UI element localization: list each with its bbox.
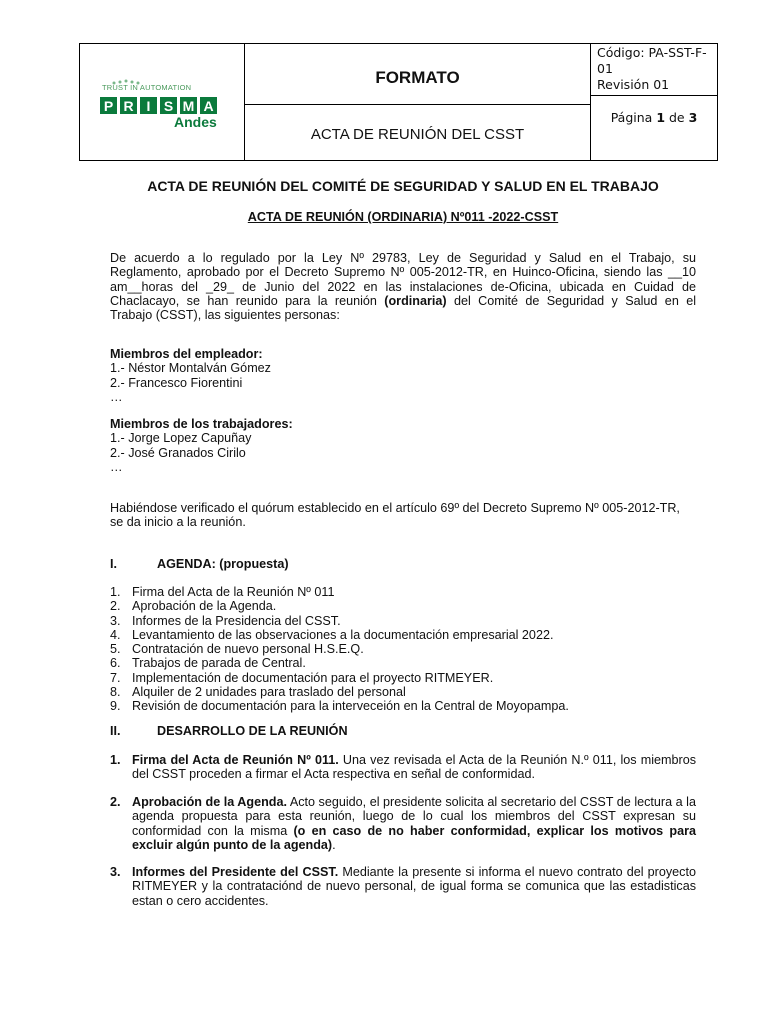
logo-letter: A bbox=[200, 97, 217, 114]
main-title: ACTA DE REUNIÓN DEL COMITÉ DE SEGURIDAD Y SALUD EN EL TRABAJO bbox=[147, 178, 659, 194]
development-item bbox=[110, 865, 696, 908]
agenda-item-number: 1. bbox=[110, 585, 121, 599]
logo-cell bbox=[80, 44, 245, 160]
intro-paragraph bbox=[110, 251, 696, 322]
document-code: Código: PA-SST-F-01 bbox=[597, 45, 707, 76]
agenda-heading bbox=[110, 557, 696, 571]
agenda-item bbox=[110, 628, 696, 642]
document-code-block bbox=[591, 44, 717, 96]
logo-wordmark bbox=[100, 97, 217, 114]
development-item-text bbox=[132, 753, 696, 782]
development-item-body: Mediante la presente si informa el nuevo contrato del proyecto RITMEYER y la contrataciónd de nuevo personal, de igual forma se comunica que las estadisticas estan o cero accidentes. bbox=[132, 865, 696, 908]
logo-letter: S bbox=[160, 97, 177, 114]
page-word: Página bbox=[610, 110, 653, 125]
development-item-note: (o en caso de no haber conformidad, explicar los motivos para excluir algún punto de la agenda) bbox=[132, 823, 696, 852]
agenda-item-number: 8. bbox=[110, 685, 121, 700]
development-item-number: 1. bbox=[110, 753, 121, 767]
workers-ellipsis: … bbox=[110, 459, 123, 474]
agenda-item bbox=[110, 599, 696, 613]
agenda-item-text: Levantamiento de las observaciones a la documentación empresarial 2022. bbox=[132, 627, 554, 642]
employer-member: 1.- Néstor Montalván Gómez bbox=[110, 361, 271, 376]
agenda-item bbox=[110, 685, 696, 699]
worker-members bbox=[110, 417, 696, 474]
logo-letter: I bbox=[140, 97, 157, 114]
agenda-item-number: 6. bbox=[110, 656, 121, 671]
page-total: 3 bbox=[688, 110, 698, 125]
document-type-title: ACTA DE REUNIÓN DEL CSST bbox=[310, 125, 525, 143]
agenda-item-number: 2. bbox=[110, 599, 121, 614]
development-item-body: Una vez revisada el Acta de la Reunión N.º 011, los miembros del CSST proceden a firmar el Acta respectiva en señal de conformidad. bbox=[132, 753, 696, 782]
agenda-item-text: Revisión de documentación para la interveceión en la Central de Moyopampa. bbox=[132, 699, 569, 714]
page-of: de bbox=[669, 110, 685, 125]
development-item-number: 2. bbox=[110, 795, 121, 809]
section-title: DESARROLLO DE LA REUNIÓN bbox=[157, 724, 348, 738]
intro-line: Reglamento, aprobado por el Decreto Supremo Nº 005-2012-TR, en Huinco-Oficina, siendo las __10 bbox=[110, 265, 696, 280]
agenda-item bbox=[110, 656, 696, 670]
section-number: II. bbox=[110, 724, 121, 738]
page-indicator bbox=[591, 96, 717, 160]
agenda-item-text: Contratación de nuevo personal H.S.E.Q. bbox=[132, 642, 364, 657]
section-title: AGENDA: (propuesta) bbox=[157, 557, 289, 571]
agenda-item-number: 9. bbox=[110, 699, 121, 714]
agenda-item-number: 5. bbox=[110, 642, 121, 657]
document-header bbox=[79, 43, 718, 161]
worker-member: 2.- José Granados Cirilo bbox=[110, 445, 246, 460]
section-number: I. bbox=[110, 557, 117, 571]
agenda-item-text: Alquiler de 2 unidades para traslado del personal bbox=[132, 685, 406, 700]
agenda-item-text: Implementación de documentación para el proyecto RITMEYER. bbox=[132, 670, 494, 685]
agenda-item-number: 3. bbox=[110, 613, 121, 628]
intro-line bbox=[110, 294, 696, 308]
development-item-text bbox=[132, 865, 696, 908]
logo-letter: P bbox=[100, 97, 117, 114]
employer-heading: Miembros del empleador: bbox=[110, 347, 263, 361]
agenda-item bbox=[110, 642, 696, 656]
agenda-item-number: 7. bbox=[110, 670, 121, 685]
development-item-title: Firma del Acta de Reunión Nº 011. bbox=[132, 753, 339, 767]
document-revision: Revisión 01 bbox=[597, 77, 670, 92]
quorum-line: se da inicio a la reunión. bbox=[110, 515, 246, 530]
agenda-item-text: Trabajos de parada de Central. bbox=[132, 656, 306, 671]
workers-heading: Miembros de los trabajadores: bbox=[110, 417, 293, 431]
development-heading bbox=[110, 724, 696, 738]
logo-tagline: TRUST IN AUTOMATION bbox=[102, 83, 192, 92]
agenda-item bbox=[110, 671, 696, 685]
meeting-type: (ordinaria) bbox=[384, 293, 447, 308]
header-meta-cell bbox=[591, 44, 717, 160]
development-item bbox=[110, 753, 696, 782]
intro-line: am__horas del _29_ de Junio del 2022 en las instalaciones de-Oficina, ubicada en Cuidad de bbox=[110, 279, 696, 294]
employer-member: 2.- Francesco Fiorentini bbox=[110, 375, 243, 390]
quorum-line: Habiéndose verificado el quórum establecido en el artículo 69º del Decreto Supremo Nº 005-2012-TR, bbox=[110, 501, 680, 515]
logo-letter: M bbox=[180, 97, 197, 114]
intro-text: Chaclacayo, se han reunido para la reunión bbox=[110, 293, 377, 308]
employer-members bbox=[110, 347, 696, 404]
logo-subtitle: Andes bbox=[174, 114, 217, 130]
logo-letter: R bbox=[120, 97, 137, 114]
development-item-text bbox=[132, 795, 696, 852]
intro-line: De acuerdo a lo regulado por la Ley Nº 29783, Ley de Seguridad y Salud en el Trabajo, su bbox=[110, 251, 696, 265]
meeting-subtitle: ACTA DE REUNIÓN (ORDINARIA) Nº011 -2022-CSST bbox=[247, 210, 559, 224]
intro-text: del Comité de Seguridad y Salud en el bbox=[453, 293, 696, 308]
employer-ellipsis: … bbox=[110, 389, 123, 404]
agenda-item bbox=[110, 614, 696, 628]
header-title-cell bbox=[245, 44, 591, 160]
development-item-title: Aprobación de la Agenda. bbox=[132, 795, 287, 809]
development-item-tail: . bbox=[332, 837, 336, 852]
intro-line: Trabajo (CSST), las siguientes personas: bbox=[110, 308, 340, 323]
agenda-list bbox=[110, 585, 696, 714]
quorum-paragraph bbox=[110, 501, 696, 530]
agenda-item bbox=[110, 699, 696, 713]
page-current: 1 bbox=[656, 110, 666, 125]
development-item-number: 3. bbox=[110, 865, 121, 879]
agenda-item-number: 4. bbox=[110, 627, 121, 642]
development-item-body: Acto seguido, el presidente solicita al secretario del CSST de lectura a la agenda propuesta para esta reunión, luego de lo cual los miembros del CSST expresan su conformidad con la misma bbox=[132, 795, 696, 838]
format-label: FORMATO bbox=[245, 44, 590, 105]
worker-member: 1.- Jorge Lopez Capuñay bbox=[110, 431, 252, 446]
agenda-item-text: Informes de la Presidencia del CSST. bbox=[132, 613, 341, 628]
development-item-title: Informes del Presidente del CSST. bbox=[132, 865, 339, 879]
development-item bbox=[110, 795, 696, 852]
agenda-item bbox=[110, 585, 696, 599]
agenda-item-text: Firma del Acta de la Reunión Nº 011 bbox=[132, 585, 335, 599]
agenda-item-text: Aprobación de la Agenda. bbox=[132, 599, 277, 614]
